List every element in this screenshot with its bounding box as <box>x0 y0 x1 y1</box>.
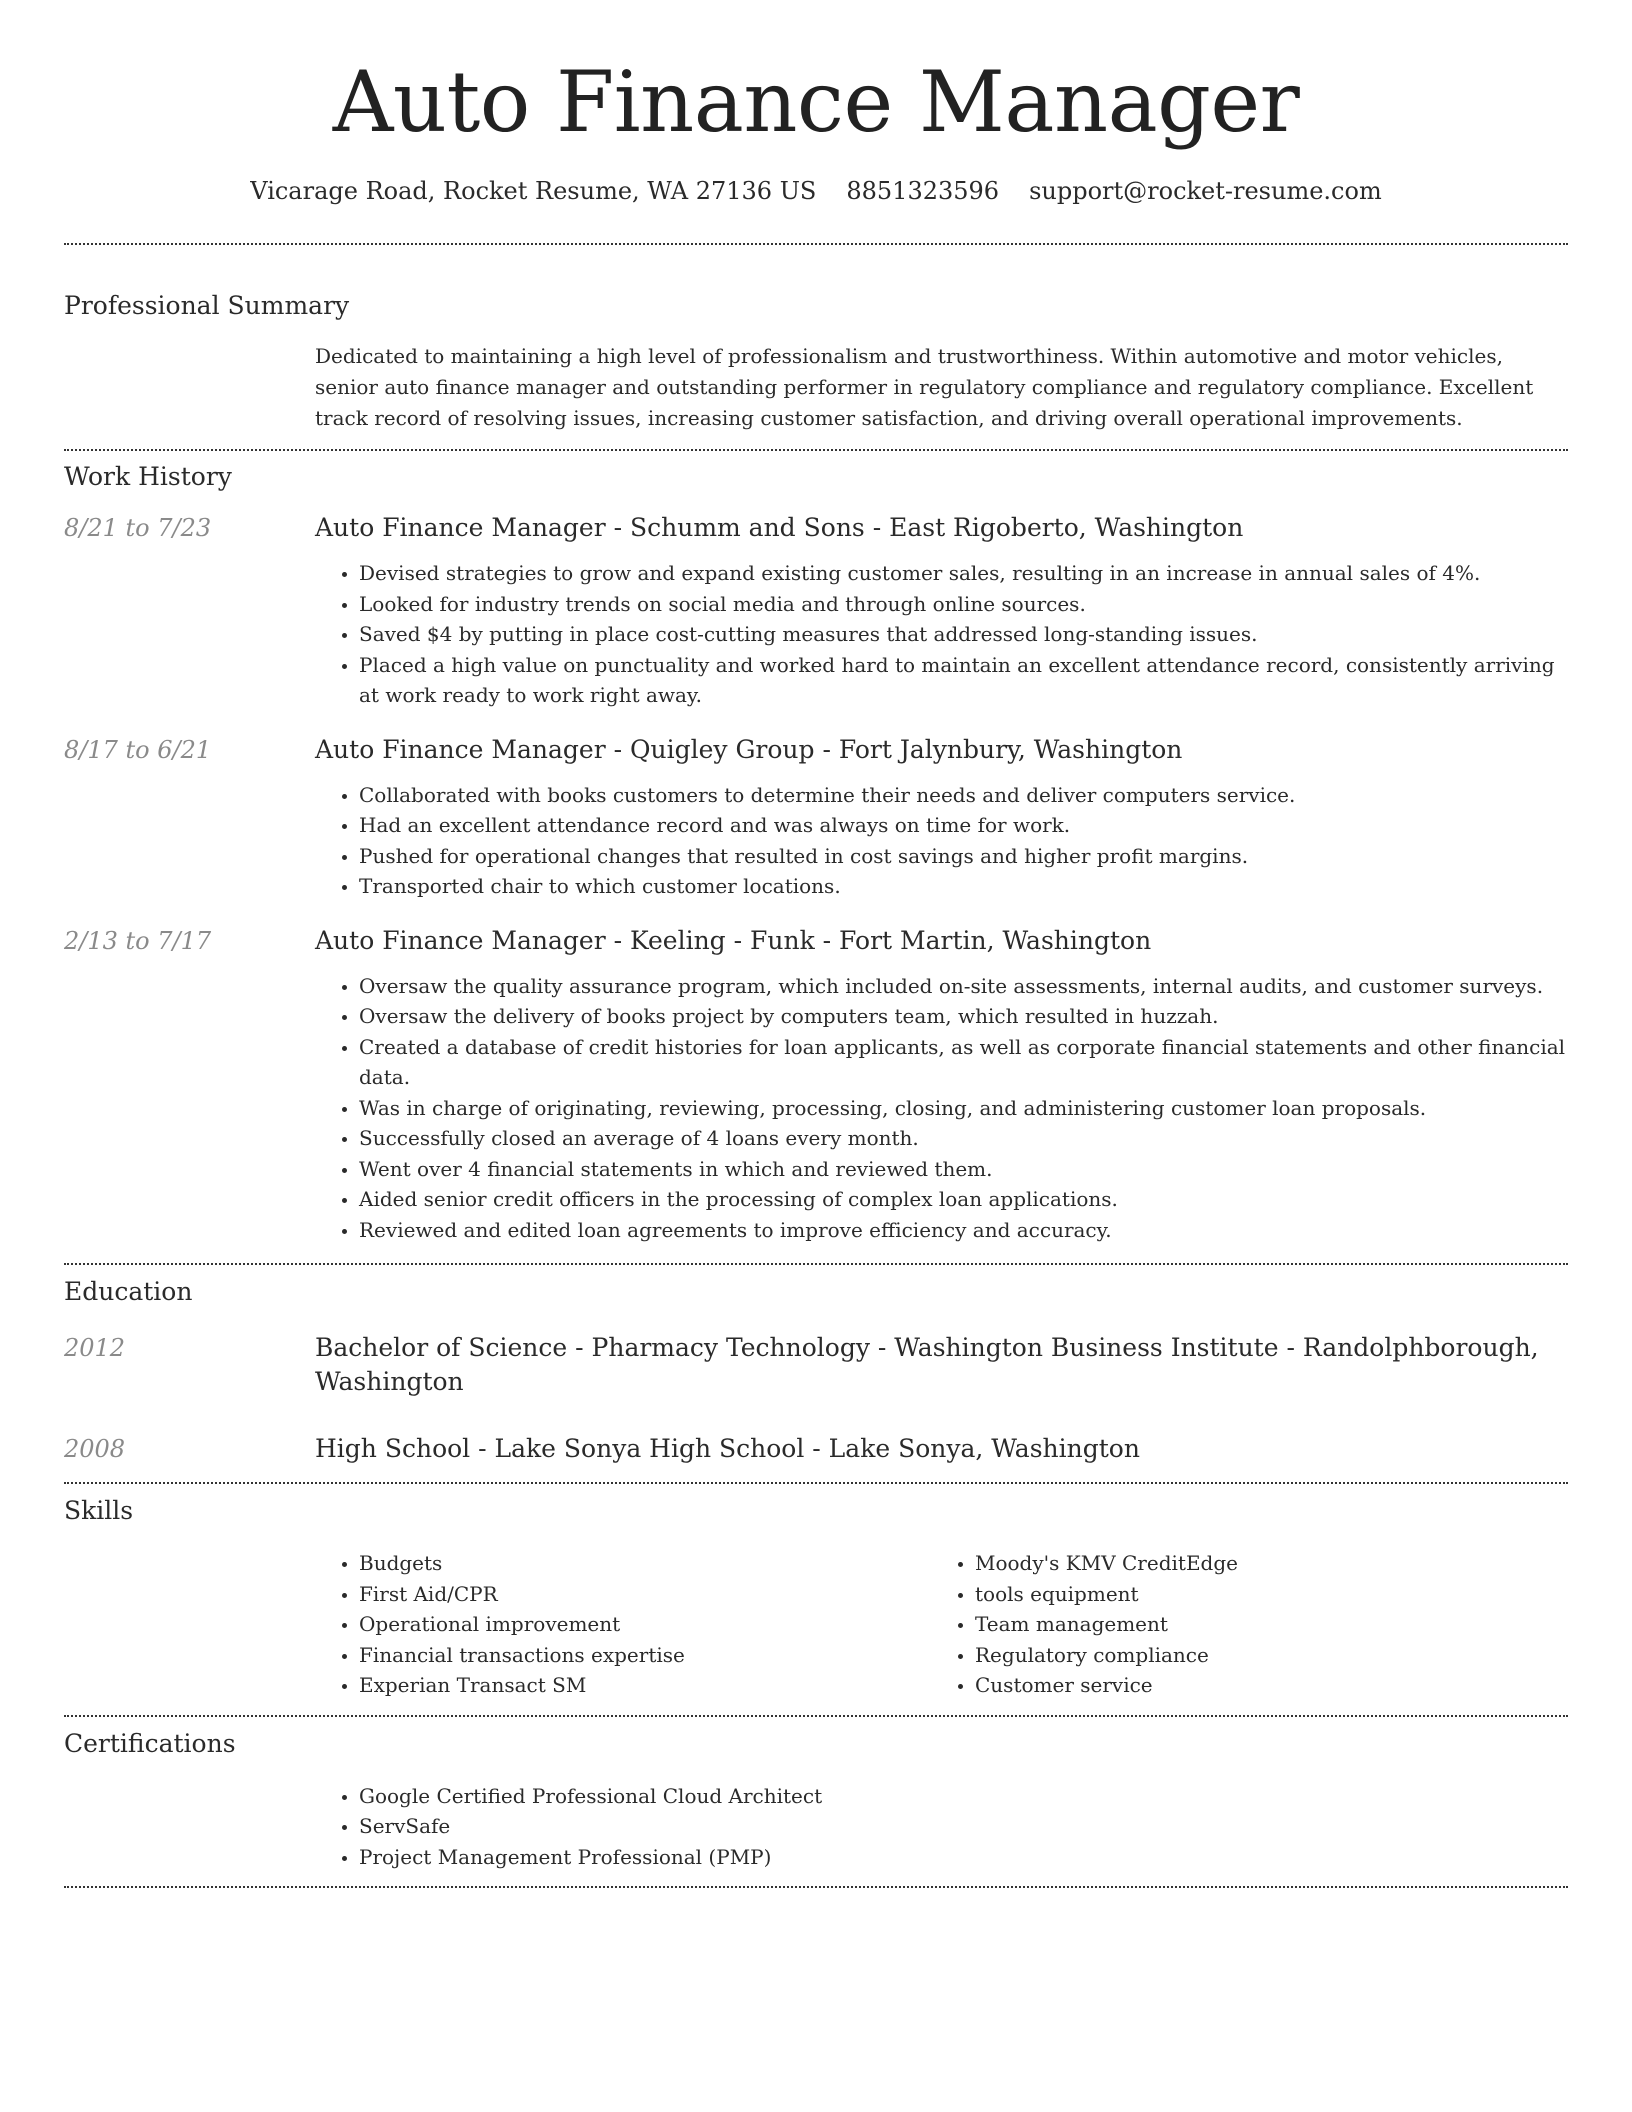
summary-text: Dedicated to maintaining a high level of professionalism and trustworthiness. Within automotive and motor vehicles, senior auto finance manager and outstanding performer in regulatory compliance and regulatory compliance. Excellent track record of resolving issues, increasing customer satisfaction, and driving overall operational improvements. <box>315 344 1534 430</box>
work-bullets <box>315 558 1568 711</box>
section-title: Certifications <box>64 1728 236 1758</box>
list-item: • Team management <box>975 1609 1238 1640</box>
work-entry-body <box>315 511 1568 711</box>
work-bullets <box>315 971 1568 1246</box>
contact-line <box>64 174 1568 208</box>
list-item: • Reviewed and edited loan agreements to improve efficiency and accuracy. <box>359 1215 1568 1246</box>
professional-summary-section <box>64 245 1568 449</box>
education-title: Bachelor of Science - Pharmacy Technology - Washington Business Institute - Randolphborough, Washington <box>315 1333 1539 1396</box>
list-item: • Customer service <box>975 1670 1238 1701</box>
list-item: • Pushed for operational changes that resulted in cost savings and higher profit margins. <box>359 841 1568 872</box>
work-date: 8/21 to 7/23 <box>64 514 212 542</box>
list-item: • Saved $4 by putting in place cost-cutting measures that addressed long-standing issues. <box>359 619 1568 650</box>
education-date: 2008 <box>64 1435 126 1463</box>
work-date: 8/17 to 6/21 <box>64 735 212 764</box>
list-item: • Oversaw the delivery of books project by computers team, which resulted in huzzah. <box>359 1001 1568 1032</box>
list-item: • Had an excellent attendance record and was always on time for work. <box>359 810 1568 841</box>
resume-name: Auto Finance Manager <box>332 53 1300 151</box>
education-entry <box>64 1331 1568 1399</box>
section-title: Education <box>64 1277 193 1306</box>
skills-column-2 <box>931 1548 1238 1701</box>
work-title: Auto Finance Manager - Keeling - Funk - Fort Martin, Washington <box>315 925 1152 955</box>
list-item: • Oversaw the quality assurance program, which included on-site assessments, internal audits, and customer surveys. <box>359 971 1568 1002</box>
list-item: • Regulatory compliance <box>975 1640 1238 1671</box>
work-history-section <box>64 451 1568 1263</box>
skills-section <box>64 1484 1568 1715</box>
education-title: High School - Lake Sonya High School - Lake Sonya, Washington <box>315 1434 1140 1463</box>
list-item: • Created a database of credit histories for loan applicants, as well as corporate financial statements and other financial data. <box>359 1032 1568 1093</box>
section-title: Work History <box>64 462 232 491</box>
list-item: • ServSafe <box>359 1811 1568 1842</box>
work-bullets <box>315 780 1568 902</box>
contact-email: support@rocket-resume.com <box>1029 177 1382 205</box>
certifications-section <box>64 1717 1568 1887</box>
skills-column-1 <box>315 1548 887 1701</box>
education-entry <box>64 1432 1568 1466</box>
list-item: • Devised strategies to grow and expand existing customer sales, resulting in an increase in annual sales of 4%. <box>359 558 1568 589</box>
skills-grid <box>315 1548 1568 1715</box>
work-entry-body <box>315 924 1568 1246</box>
list-item: • Google Certified Professional Cloud Architect <box>359 1781 1568 1812</box>
work-title: Auto Finance Manager - Schumm and Sons - East Rigoberto, Washington <box>315 513 1244 542</box>
list-item: • Transported chair to which customer locations. <box>359 871 1568 902</box>
section-title: Professional Summary <box>64 291 350 320</box>
contact-phone: 8851323596 <box>846 177 1000 205</box>
list-item: • Experian Transact SM <box>359 1670 887 1701</box>
divider <box>64 1886 1568 1888</box>
work-title: Auto Finance Manager - Quigley Group - Fort Jalynbury, Washington <box>315 734 1183 764</box>
list-item: • Project Management Professional (PMP) <box>359 1842 1568 1873</box>
list-item: • Went over 4 financial statements in which and reviewed them. <box>359 1154 1568 1185</box>
list-item: • Was in charge of originating, reviewing, processing, closing, and administering customer loan proposals. <box>359 1093 1568 1124</box>
work-entry-body <box>315 733 1568 902</box>
list-item: • Operational improvement <box>359 1609 887 1640</box>
certifications-list <box>315 1781 1568 1887</box>
list-item: • Successfully closed an average of 4 loans every month. <box>359 1123 1568 1154</box>
list-item: • Collaborated with books customers to determine their needs and deliver computers service. <box>359 780 1568 811</box>
list-item: • tools equipment <box>975 1579 1238 1610</box>
list-item: • Aided senior credit officers in the processing of complex loan applications. <box>359 1184 1568 1215</box>
work-entry <box>64 733 1568 902</box>
contact-address: Vicarage Road, Rocket Resume, WA 27136 US <box>250 177 817 205</box>
work-entry <box>64 511 1568 711</box>
section-title: Skills <box>64 1496 134 1525</box>
work-entry <box>64 924 1568 1246</box>
work-date: 2/13 to 7/17 <box>64 926 212 955</box>
education-date: 2012 <box>64 1334 126 1362</box>
list-item: • Looked for industry trends on social media and through online sources. <box>359 589 1568 620</box>
list-item: • Budgets <box>359 1548 887 1579</box>
list-item: • Placed a high value on punctuality and worked hard to maintain an excellent attendance record, consistently arriving at work ready to work right away. <box>359 650 1568 711</box>
list-item: • First Aid/CPR <box>359 1579 887 1610</box>
education-section <box>64 1265 1568 1482</box>
list-item: • Moody's KMV CreditEdge <box>975 1548 1238 1579</box>
list-item: • Financial transactions expertise <box>359 1640 887 1671</box>
